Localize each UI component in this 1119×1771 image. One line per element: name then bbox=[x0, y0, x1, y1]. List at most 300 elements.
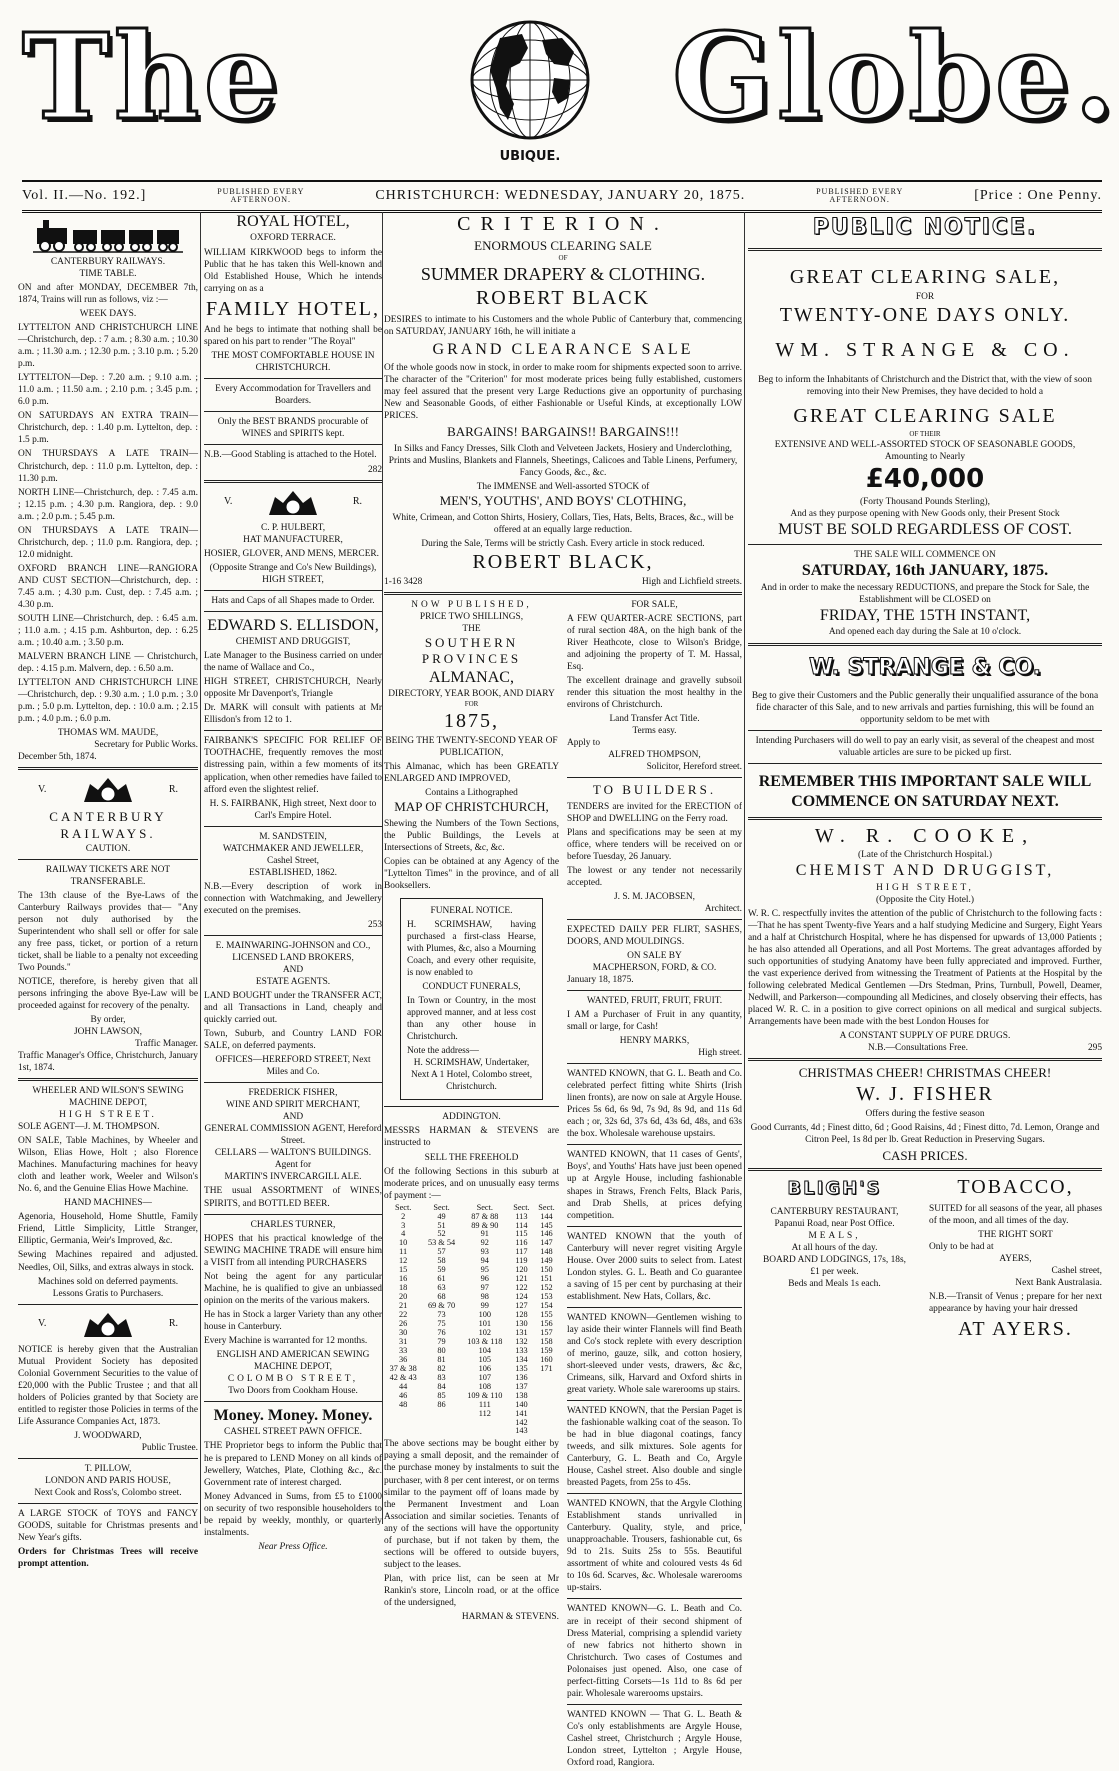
sections-cell: 131 bbox=[515, 1327, 528, 1337]
divider bbox=[204, 411, 382, 412]
sections-cell: 18 bbox=[399, 1283, 408, 1293]
divider bbox=[384, 592, 742, 595]
sections-row bbox=[384, 1257, 559, 1266]
almanac-publication: PUBLICATION, bbox=[439, 748, 504, 758]
sections-cell bbox=[534, 1374, 559, 1383]
rail-line: NORTH LINE—Christchurch, dep. : 7.45 a.m. ; 12.15 p.m. ; 4.30 p.m. Rangiora, dep. : 9.0 a.m. ; 2.0 p.m. ; 5.45 p.m. bbox=[18, 487, 198, 522]
cooke-supply: A CONSTANT SUPPLY OF PURE DRUGS. bbox=[839, 1031, 1011, 1042]
bligh-ad bbox=[748, 1175, 921, 1342]
bligh-week: £1 per week. bbox=[810, 1267, 859, 1278]
globe-emblem bbox=[450, 8, 610, 168]
sections-row bbox=[384, 1401, 559, 1410]
funeral-note: Note the address— bbox=[407, 1046, 479, 1057]
criterion-sub: ENORMOUS CLEARING SALE bbox=[474, 237, 652, 253]
sections-cell: 96 bbox=[480, 1274, 489, 1284]
sections-cell: 37 & 38 bbox=[389, 1363, 417, 1373]
sections-cell: 75 bbox=[437, 1319, 446, 1329]
divider bbox=[567, 1598, 742, 1599]
pillow-trees: Orders for Christmas Trees will receive prompt attention. bbox=[18, 1547, 198, 1570]
sections-cell: 31 bbox=[399, 1336, 408, 1346]
rail-line: LYTTELTON AND CHRISTCHURCH LINE—Christchurch, dep. : 9.30 a.m. ; 1.0 p.m. ; 3.0 p.m. ; 5.0 p.m. Lyttelton, dep. : 10.0 a.m. ; 2.15 p.m. ; 4.0 p.m. ; 6.0 p.m. bbox=[18, 678, 198, 725]
divider bbox=[204, 826, 382, 827]
royal-hotel-nb: N.B.—Good Stabling is attached to the Hotel. bbox=[204, 450, 377, 461]
sections-cell: 136 bbox=[515, 1372, 528, 1382]
sections-cell: 113 bbox=[515, 1211, 528, 1221]
sections-cell: 99 bbox=[480, 1301, 489, 1311]
royal-hotel-every: Every Accommodation for Travellers and Boarders. bbox=[215, 384, 371, 407]
fisher-wj-cash: CASH PRICES. bbox=[882, 1147, 968, 1163]
opened-each-day: And opened each day during the Sale at 10 o'clock. bbox=[828, 627, 1022, 638]
sections-row bbox=[384, 1248, 559, 1257]
caution-title: RAILWAY TICKETS ARE NOT TRANSFERABLE. bbox=[45, 864, 171, 887]
money-sub: CASHEL STREET PAWN OFFICE. bbox=[224, 1427, 362, 1438]
sections-cell: 81 bbox=[437, 1354, 446, 1364]
sections-cell: 111 bbox=[478, 1399, 491, 1409]
criterion-signature: ROBERT BLACK, bbox=[472, 550, 654, 573]
published-note-right: PUBLISHED EVERY AFTERNOON. bbox=[816, 186, 904, 204]
sections-cell: 151 bbox=[540, 1274, 553, 1284]
almanac-directory: DIRECTORY, YEAR BOOK, AND DIARY bbox=[388, 689, 555, 700]
fruit-body: I AM a Purchaser of Fruit in any quantity, small or large, for Cash! bbox=[567, 1010, 742, 1033]
sections-cell: 11 bbox=[399, 1247, 408, 1257]
for-sale-solicitor: Solicitor, Hereford street. bbox=[646, 761, 742, 772]
divider bbox=[384, 1106, 559, 1107]
sections-row bbox=[384, 1311, 559, 1320]
rail-signature-title: Secretary for Public Works. bbox=[94, 740, 198, 751]
royal-hotel-body: WILLIAM KIRKWOOD begs to inform the Public that he has taken this Well-known and Old Established House, Which he intends carrying on as a bbox=[204, 247, 382, 294]
addington-body: MESSRS HARMAN & STEVENS are instructed to bbox=[384, 1126, 559, 1149]
fruit-address: High street. bbox=[698, 1048, 742, 1059]
sections-cell: 135 bbox=[515, 1363, 528, 1373]
sections-cell: 137 bbox=[515, 1381, 528, 1391]
beath-notice: WANTED KNOWN, that 11 cases of Gents', Boys', and Youths' Hats have just been opened up at Argyle House, including fashionable shapes in Straws, French Felts, Black Paris, and Drab Shells, at prices defying competition. bbox=[567, 1150, 742, 1221]
sections-cell: 143 bbox=[515, 1426, 528, 1436]
divider bbox=[567, 1063, 742, 1064]
sections-cell: 87 & 88 bbox=[471, 1211, 499, 1221]
mainwaring-estate: ESTATE AGENTS. bbox=[255, 976, 331, 987]
sandstein-trade: WATCHMAKER AND JEWELLER, bbox=[222, 843, 364, 854]
sections-cell: 16 bbox=[399, 1274, 408, 1284]
funeral-name: H. SCRIMSHAW, Undertaker, bbox=[413, 1058, 530, 1069]
rail-signature-date: December 5th, 1874. bbox=[18, 752, 97, 763]
divider bbox=[748, 1168, 1102, 1171]
tobacco-right-sort: THE RIGHT SORT bbox=[978, 1229, 1053, 1240]
criterion-terms: During the Sale, Terms will be strictly Cash. Every article in stock reduced. bbox=[421, 538, 705, 549]
hand-machines-heading: HAND MACHINES— bbox=[64, 1198, 152, 1209]
divider bbox=[204, 730, 382, 731]
money-body: THE Proprietor begs to inform the Public that he is prepared to LEND Money on all kinds of Jewellery, Watches, Plate, Clothing &c., &c. Government rate of interest charged. bbox=[204, 1441, 382, 1488]
sections-cell: 46 bbox=[399, 1390, 408, 1400]
hulbert-body: HOSIER, GLOVER, AND MENS, MERCER. bbox=[204, 548, 380, 559]
fisher-name: FREDERICK FISHER, bbox=[248, 1088, 338, 1099]
criterion-immense: The IMMENSE and Well-assorted STOCK of bbox=[476, 482, 650, 493]
sections-cell: 91 bbox=[480, 1229, 489, 1239]
rail-line: ON SATURDAYS AN EXTRA TRAIN—Christchurch, dep. : 1.40 p.m. Lyttelton, dep. : 1.5 p.m. bbox=[18, 411, 198, 446]
addington-body3: The above sections may be bought either by paying a small deposit, and the remainder of the purchase money by instalments to suit the purchaser, with 8 per cent interest, or on terms similar to the payment off of loans made by the Permanent Investment and Loan Association and similar societies. Tenants of any of the sections will have the opportunity of purchase, but if not taken by them, the sections will be offered to outside buyers, subject to the leases. bbox=[384, 1439, 559, 1570]
turner-body: HOPES that his practical knowledge of the SEWING MACHINE TRADE will ensure him a VISIT from all intending PURCHASERS bbox=[204, 1233, 382, 1268]
criterion-of: OF bbox=[558, 254, 568, 263]
sections-cell: 2 bbox=[401, 1211, 406, 1221]
sections-cell: 33 bbox=[399, 1345, 408, 1355]
sections-cell: 156 bbox=[540, 1319, 553, 1329]
sections-cell: 59 bbox=[437, 1265, 446, 1275]
money-near: Near Press Office. bbox=[258, 1541, 328, 1552]
amounting: Amounting to Nearly bbox=[884, 451, 966, 462]
sections-cell bbox=[422, 1427, 460, 1436]
sandstein-number: 253 bbox=[367, 919, 382, 930]
tobacco-ayers: AYERS, bbox=[999, 1253, 1032, 1264]
sections-row bbox=[384, 1392, 559, 1401]
criterion-footer bbox=[384, 576, 742, 588]
sections-cell: 171 bbox=[540, 1363, 553, 1373]
addington-signature: HARMAN & STEVENS. bbox=[461, 1611, 559, 1622]
sections-cell: 133 bbox=[515, 1345, 528, 1355]
ellisdon-name: EDWARD S. ELLISDON, bbox=[207, 616, 379, 634]
sections-cell bbox=[534, 1427, 559, 1436]
sections-cell bbox=[384, 1419, 422, 1428]
sections-cell bbox=[534, 1383, 559, 1392]
royal-arms: V. R. bbox=[38, 1309, 178, 1341]
of-their: OF THEIR bbox=[909, 429, 941, 438]
royal-hotel-number: 282 bbox=[367, 464, 382, 475]
rail-line: ON THURSDAYS A LATE TRAIN—Christchurch, dep. : 11.0 p.m. Lyttelton, dep. : 11.30 p.m. bbox=[18, 449, 198, 484]
divider bbox=[567, 1704, 742, 1705]
divider bbox=[18, 767, 198, 770]
fisher-body: THE usual ASSORTMENT of WINES, SPIRITS, and BOTTLED BEER. bbox=[204, 1186, 382, 1209]
divider bbox=[748, 643, 1102, 646]
divider bbox=[204, 1082, 382, 1083]
commence-next: COMMENCE ON SATURDAY NEXT. bbox=[791, 793, 1059, 811]
sections-cell: 101 bbox=[478, 1319, 492, 1329]
beath-notice: WANTED KNOWN, that G. L. Beath and Co. celebrated perfect fitting white Shirts (Irish linen fronts), are now on sale at Argyle House. Prices 5s 6d, 6s 9d, 7s 9d, 8s 9d, and 11s 6d each ; or, 32s 6d, 37s 6d, 43s 6d, 48s, and 63s the box. Wholesale warehouse upstairs. bbox=[567, 1069, 742, 1140]
sections-cell: 36 bbox=[399, 1354, 408, 1364]
funeral-heading: FUNERAL NOTICE. bbox=[430, 905, 513, 916]
amp-notice-signature: J. WOODWARD, bbox=[74, 1430, 142, 1441]
fisher-wj-name: W. J. FISHER bbox=[856, 1082, 994, 1105]
hulbert-name: C. P. HULBERT, bbox=[260, 522, 326, 533]
mainwaring-office: OFFICES—HEREFORD STREET, Next Miles and Co. bbox=[215, 1055, 371, 1078]
builders-plans: Plans and specifications may be seen at my office, where tenders will be received on or before Tuesday, 26 January. bbox=[567, 827, 742, 862]
sections-cell: 63 bbox=[437, 1283, 446, 1293]
sections-cell: 105 bbox=[478, 1354, 492, 1364]
sections-cell: 122 bbox=[515, 1283, 528, 1293]
for-sale-terms: Terms easy. bbox=[632, 725, 677, 736]
sandstein-address: Cashel Street, bbox=[266, 855, 320, 866]
volume-number: Vol. II.—No. 192.] bbox=[22, 188, 147, 203]
locomotive-illustration bbox=[33, 214, 183, 254]
turner-street: COLOMBO STREET, bbox=[227, 1373, 359, 1384]
divider bbox=[748, 544, 1102, 545]
wheeler-agent: SOLE AGENT—J. M. THOMPSON. bbox=[18, 1122, 160, 1133]
sections-cell: 20 bbox=[399, 1292, 408, 1302]
turner-stock: He has in Stock a larger Variety than any other house in Canterbury. bbox=[204, 1309, 382, 1332]
sections-cell: 146 bbox=[540, 1229, 553, 1239]
sections-cell: 22 bbox=[399, 1310, 408, 1320]
rail-intro: ON and after MONDAY, DECEMBER 7th, 1874, Trains will run as follows, viz :— bbox=[18, 283, 198, 306]
place-date: CHRISTCHURCH: WEDNESDAY, JANUARY 20, 1875. bbox=[375, 188, 746, 203]
sections-cell: 148 bbox=[540, 1247, 553, 1257]
sections-cell: 150 bbox=[540, 1265, 553, 1275]
for-sale-body: A FEW QUARTER-ACRE SECTIONS, part of rural section 48A, on the high bank of the River Heathcote, close to Wilson's Bridge, and adjoining the property of T. M. Hassal, Esq. bbox=[567, 613, 742, 672]
tobacco-ad bbox=[929, 1175, 1102, 1342]
hand-machines-lessons: Lessons Gratis to Purchasers. bbox=[52, 1288, 164, 1299]
criterion-address: High and Lichfield streets. bbox=[642, 576, 742, 587]
column-4 bbox=[748, 212, 1102, 1524]
sections-cell: 95 bbox=[480, 1265, 489, 1275]
almanac-shewing: Shewing the Numbers of the Town Sections, the Public Buildings, the Levels at Intersections of Streets, &c, &c. bbox=[384, 818, 559, 853]
sections-header-cell: Sect. bbox=[513, 1202, 530, 1212]
sections-cell: 109 & 110 bbox=[467, 1390, 503, 1400]
royal-arms: V. R. bbox=[38, 774, 178, 806]
sections-cell: 4 bbox=[401, 1229, 406, 1239]
sections-cell: 153 bbox=[540, 1292, 553, 1302]
expected-heading: EXPECTED DAILY PER FLIRT, SASHES, DOORS, AND MOULDINGS. bbox=[567, 924, 742, 947]
divider bbox=[18, 1304, 198, 1305]
sections-cell: 57 bbox=[437, 1247, 446, 1257]
sections-cell: 112 bbox=[478, 1408, 491, 1418]
divider bbox=[204, 480, 382, 483]
criterion-ref: 1-16 3428 bbox=[384, 576, 423, 587]
hand-machines-repair: Sewing Machines repaired and adjusted. Needles, Oil, Silks, and extras always in stock. bbox=[18, 1250, 198, 1273]
divider bbox=[748, 817, 1102, 820]
sections-row bbox=[384, 1239, 559, 1248]
divider bbox=[18, 1503, 198, 1504]
beath-notice: WANTED KNOWN—Gentlemen wishing to lay aside their winter Flannels will find Beath and Co's stock replete with every description of merino, gauze, silk, and cotton hosiery, short-sleeved under vests, drawers, &c &c, Crimeans, silk, Harvard and Oxford shirts in great variety. Whole sale warerooms up stairs. bbox=[567, 1312, 742, 1395]
divider bbox=[567, 1493, 742, 1494]
turner-depot: ENGLISH AND AMERICAN SEWING MACHINE DEPOT, bbox=[216, 1349, 370, 1372]
sections-cell: 83 bbox=[437, 1372, 446, 1382]
addington-heading: ADDINGTON. bbox=[442, 1112, 501, 1123]
royal-hotel-brands: Only the BEST BRANDS procurable of WINES and SPIRITS kept. bbox=[217, 417, 369, 440]
sections-header-cell: Sect. bbox=[538, 1202, 555, 1212]
sections-header-cell: Sect. bbox=[395, 1202, 412, 1212]
sections-cell: 160 bbox=[540, 1354, 553, 1364]
sections-cell bbox=[422, 1419, 460, 1428]
sections-cell: 140 bbox=[515, 1399, 528, 1409]
divider bbox=[567, 777, 742, 778]
beath-notice: WANTED KNOWN—G. L. Beath and Co. are in receipt of their second shipment of Dress Material, comprising a splendid variety of new fabrics not hitherto shown in Christchurch. Two cases of Costumes and Polonaises just opened. Also, one case of perfect-fitting Corsets—1s 11d to 8s 6d per pair. Wholesale warerooms upstairs. bbox=[567, 1604, 742, 1699]
sections-cell: 79 bbox=[437, 1336, 446, 1346]
sections-row bbox=[384, 1410, 559, 1419]
rail-line: ON THURSDAYS A LATE TRAIN—Christchurch, dep. ; 11.0 p.m. Rangiora, dep. ; 12.0 midnight. bbox=[18, 525, 198, 560]
two-column-block bbox=[384, 599, 742, 1771]
sandstein-nb: N.B.—Every description of work in connection with Watchmaking, and Jewellery executed on the premises. bbox=[204, 881, 382, 916]
caution-heading: CANTERBURY RAILWAYS. bbox=[49, 809, 167, 841]
ellisdon-address: HIGH STREET, CHRISTCHURCH, Nearly opposite Mr Davenport's, Triangle bbox=[204, 677, 382, 700]
sections-cell: 128 bbox=[515, 1310, 528, 1320]
royal-crest-icon bbox=[263, 487, 323, 519]
builders-name: J. S. M. JACOBSEN, bbox=[613, 891, 695, 902]
remember-notice: REMEMBER THIS IMPORTANT SALE WILL bbox=[758, 772, 1092, 790]
establishment-closed: Establishment will be CLOSED on bbox=[859, 594, 991, 605]
mainwaring-and: AND bbox=[282, 964, 304, 975]
fisher-cellars: CELLARS — WALTON'S BUILDINGS. bbox=[214, 1148, 372, 1159]
sections-cell: 98 bbox=[480, 1292, 489, 1302]
beath-notice: WANTED KNOWN, that the Argyle Clothing Establishment stands unrivalled in Canterbury. Quality, style, and price, unapproachable. Trousers, fashionable cut, 6s 9d to 21s. Suits 25s to 55s. Beautiful assortment of white and coloured vests 4s 6d to 10s 6d. Scarves, &c. Wholesale warerooms up-stairs. bbox=[567, 1499, 742, 1594]
royal-arms: V. R. bbox=[224, 487, 362, 519]
royal-hotel-sub: OXFORD TERRACE. bbox=[250, 233, 336, 244]
wheeler-street: HIGH STREET. bbox=[59, 1110, 157, 1121]
sections-cell: 107 bbox=[478, 1372, 492, 1382]
fisher-trade: WINE AND SPIRIT MERCHANT, bbox=[225, 1100, 361, 1111]
royal-hotel-body2: And he begs to intimate that nothing shall be spared on his part to render "The Royal" bbox=[204, 325, 382, 348]
cooke-late: (Late of the Christchurch Hospital.) bbox=[857, 850, 993, 861]
ellisdon-body: Late Manager to the Business carried on under the name of Wallace and Co., bbox=[204, 651, 382, 674]
bligh-heading: BLIGH'S bbox=[787, 1178, 882, 1200]
criterion-white: White, Crimean, and Cotton Shirts, Hosiery, Collars, Ties, Hats, Belts, Braces, &c., will be offered at an equally large reduction. bbox=[392, 512, 734, 535]
sections-cell: 58 bbox=[437, 1256, 446, 1266]
cooke-body: W. R. C. respectfully invites the attention of the public of Christchurch to the following facts :—That he has spent Twenty-five Years and a half studying Medicine and Surgery, Eight Years and a half at Christchurch Hospital, where he has dispensed for upwards of 13,000 Patients ; he has also attended all Operations, and all Post Mortems. The great advantages afforded by such opportunities of studying Anatomy have been fully appreciated and improved. Further, the vast experience derived from witnessing the Treatment of Patients at the Hospital by the following celebrated Medical Gentlemen —Drs Stedman, Prins, Turnbull, Powell, Deamer, Nedwill, and Parkerson—compounding all Medicines, and closely observing their effects, has placed W. R. C. in a position to give correct opinions on all medical and surgical subjects. Arrangements have been made with the best London Houses for bbox=[748, 908, 1102, 1028]
sections-cell: 115 bbox=[515, 1229, 528, 1239]
divider bbox=[18, 1078, 198, 1081]
masthead-title-left: The bbox=[22, 7, 283, 146]
sections-cell: 108 bbox=[478, 1381, 492, 1391]
divider bbox=[204, 590, 382, 591]
caution-subheading: CAUTION. bbox=[85, 843, 131, 854]
almanac-almanac: ALMANAC, bbox=[429, 668, 514, 686]
almanac-ad bbox=[384, 599, 559, 1771]
sections-header-cell: Sect. bbox=[433, 1202, 450, 1212]
funeral-conduct: CONDUCT FUNERALS, bbox=[422, 982, 521, 993]
sections-row bbox=[384, 1427, 559, 1436]
sections-cell: 68 bbox=[437, 1292, 446, 1302]
sections-row bbox=[384, 1374, 559, 1383]
sections-cell: 93 bbox=[480, 1247, 489, 1257]
sections-row bbox=[384, 1293, 559, 1302]
sections-cell: 76 bbox=[437, 1327, 446, 1337]
criterion-bargains: BARGAINS! BARGAINS!! BARGAINS!!! bbox=[447, 424, 679, 440]
sections-header-cell: Sect. bbox=[476, 1202, 493, 1212]
sections-cell bbox=[534, 1401, 559, 1410]
sections-cell bbox=[384, 1410, 422, 1419]
divider bbox=[567, 1307, 742, 1308]
sections-cell bbox=[422, 1410, 460, 1419]
cooke-number: 295 bbox=[1087, 1043, 1102, 1054]
cooke-footer bbox=[748, 1042, 1102, 1054]
caution-office: Traffic Manager's Office, Christchurch, January 1st, 1874. bbox=[18, 1051, 198, 1074]
sections-cell bbox=[534, 1410, 559, 1419]
sections-cell: 15 bbox=[399, 1265, 408, 1275]
divider bbox=[748, 730, 1102, 731]
sections-cell: 42 & 43 bbox=[389, 1372, 417, 1382]
hulbert-hats: Hats and Caps of all Shapes made to Order. bbox=[211, 595, 375, 606]
bligh-meals: MEALS, bbox=[808, 1231, 861, 1242]
almanac-this: This Almanac, which has been GREATLY ENLARGED AND IMPROVED, bbox=[384, 762, 559, 785]
rail-line: OXFORD BRANCH LINE—RANGIORA AND CUST SECTION—Christchurch, dep. : 7.45 a.m. ; 4.30 p.m. Cust, dep. : 7.45 a.m. ; 4.30 p.m. bbox=[18, 563, 198, 610]
right-subcolumn bbox=[567, 599, 742, 1771]
column-1 bbox=[18, 212, 198, 1570]
sections-cell: 21 bbox=[399, 1301, 408, 1311]
sections-row bbox=[384, 1284, 559, 1293]
funeral-body: H. SCRIMSHAW, having purchased a first-class Hearse, with Plumes, &c, also a Mourning Coach, and every other requisite, is now enabled to bbox=[407, 919, 536, 979]
sections-cell: 30 bbox=[399, 1327, 408, 1337]
sections-cell: 102 bbox=[478, 1327, 492, 1337]
rail-heading: CANTERBURY RAILWAYS. bbox=[50, 257, 166, 267]
beath-notice: WANTED KNOWN that the youth of Canterbury will never regret visiting Argyle House. Over 2000 suits to select from. Latest London styles. G. L. Beath and Co guarantee a saving of 15 per cent by purchasing at their establishment. New Hats, Collars, &c. bbox=[567, 1231, 742, 1302]
divider bbox=[567, 1144, 742, 1145]
criterion-intro: DESIRES to intimate to his Customers and the whole Public of Canterbury that, commencing on SATURDAY, JANUARY 16th, he will initiate a bbox=[384, 314, 742, 337]
sections-cell: 92 bbox=[480, 1238, 489, 1248]
pillow-body: A LARGE STOCK of TOYS and FANCY GOODS, suitable for Christmas presents and New Year's gifts. bbox=[18, 1508, 198, 1544]
money-heading: Money. Money. Money. bbox=[213, 1406, 373, 1424]
sections-cell: 147 bbox=[540, 1238, 553, 1248]
almanac-year: 1875, bbox=[444, 710, 499, 733]
turner-address: Two Doors from Cookham House. bbox=[228, 1385, 358, 1396]
fisher-ale: MARTIN'S INVERCARGILL ALE. bbox=[224, 1172, 362, 1183]
strange-body: Beg to inform the Inhabitants of Christchurch and the District that, with the view of soon removing into their New Premises, they have decided to hold a bbox=[758, 374, 1092, 397]
sections-cell: 97 bbox=[480, 1283, 489, 1293]
masthead bbox=[0, 0, 1119, 172]
for-sale-heading: FOR SALE, bbox=[631, 599, 678, 610]
sections-cell: 124 bbox=[515, 1292, 528, 1302]
sections-cell: 12 bbox=[399, 1256, 408, 1266]
cooke-street: HIGH STREET, bbox=[876, 882, 974, 893]
divider bbox=[18, 1458, 198, 1459]
w-strange-body: Beg to give their Customers and the Public generally their unqualified assurance of the bona fide character of this Sale, and to new arrivals and parties furnishing, this will be found an opportunity seldom to be met with bbox=[751, 690, 1099, 725]
sections-cell bbox=[534, 1419, 559, 1428]
sale-saturday: SATURDAY, 16th JANUARY, 1875. bbox=[801, 562, 1049, 580]
sections-cell: 145 bbox=[540, 1220, 553, 1230]
hand-machines-deferred: Machines sold on deferred payments. bbox=[37, 1276, 179, 1287]
fisher-agent-for: Agent for bbox=[274, 1160, 312, 1171]
fruit-name: HENRY MARKS, bbox=[619, 1036, 690, 1047]
sections-cell: 116 bbox=[515, 1238, 528, 1248]
builders-title: Architect. bbox=[704, 903, 742, 914]
sections-table bbox=[384, 1204, 559, 1437]
pillow-address: Next Cook and Ross's, Colombo street. bbox=[34, 1487, 182, 1498]
expected-sale: ON SALE BY bbox=[627, 950, 682, 961]
almanac-copies: Copies can be obtained at any Agency of the "Lyttelton Times" in the province, and of all Booksellers. bbox=[384, 856, 559, 891]
caution-by: By order, bbox=[90, 1014, 126, 1025]
sections-cell: 138 bbox=[515, 1390, 528, 1400]
builders-lowest: The lowest or any tender not necessarily accepted. bbox=[567, 865, 742, 888]
divider bbox=[748, 763, 1102, 764]
ellisdon-mark: Dr. MARK will consult with patients at Mr Ellisdon's from 12 to 1. bbox=[204, 703, 382, 726]
for-label: FOR bbox=[915, 291, 935, 302]
masthead-motto: UBIQUE. bbox=[499, 149, 561, 164]
money-body2: Money Advanced in Sums, from £5 to £1000 on security of two responsible householders to be repaid by weekly, monthly, or quarterly instalments. bbox=[204, 1491, 382, 1538]
tobacco-heading: TOBACCO, bbox=[957, 1176, 1074, 1199]
friday-instant: FRIDAY, THE 15TH INSTANT, bbox=[819, 607, 1031, 624]
funeral-notice bbox=[400, 898, 543, 1100]
sections-cell: 89 & 90 bbox=[471, 1220, 499, 1230]
w-strange-heading: W. STRANGE & CO. bbox=[808, 654, 1042, 680]
divider bbox=[204, 1214, 382, 1215]
pillow-name: T. PILLOW, bbox=[84, 1463, 132, 1474]
sections-cell: 144 bbox=[540, 1211, 553, 1221]
mainwaring-name: E. MAINWARING-JOHNSON and CO., LICENSED LAND BROKERS, bbox=[215, 940, 371, 963]
sections-row bbox=[384, 1230, 559, 1239]
great-clearing-sale: GREAT CLEARING SALE, bbox=[789, 266, 1061, 289]
royal-hotel-heading: ROYAL HOTEL, bbox=[236, 213, 350, 230]
sandstein-name: M. SANDSTEIN, bbox=[259, 831, 327, 842]
funeral-body2: In Town or Country, in the most approved manner, and at less cost than any other house in Christchurch. bbox=[407, 996, 536, 1043]
caution-notice: NOTICE, therefore, is hereby given that all persons infringing the above Bye-Law will be proceeded against for recovery of the penalty. bbox=[18, 976, 198, 1011]
sections-row bbox=[384, 1338, 559, 1347]
masthead-title-right: Globe. bbox=[672, 7, 1119, 146]
public-notice-heading: PUBLIC NOTICE. bbox=[812, 215, 1038, 240]
sections-cell: 73 bbox=[437, 1310, 446, 1320]
divider bbox=[204, 611, 382, 612]
price: [Price : One Penny. bbox=[974, 188, 1102, 203]
for-sale-apply: Apply to bbox=[567, 737, 601, 748]
sections-cell bbox=[461, 1427, 509, 1436]
sections-cell: 10 bbox=[399, 1238, 408, 1248]
rail-subheading: TIME TABLE. bbox=[79, 269, 137, 280]
beath-notice: WANTED KNOWN — That G. L. Beath & Co's only establishments are Argyle House, Cashel street, Christchurch ; Argyle House, London street, Lyttelton ; Argyle House, Oxford road, Rangiora. bbox=[567, 1709, 742, 1768]
expected-date: January 18, 1875. bbox=[567, 975, 634, 986]
sections-cell: 121 bbox=[515, 1274, 528, 1284]
